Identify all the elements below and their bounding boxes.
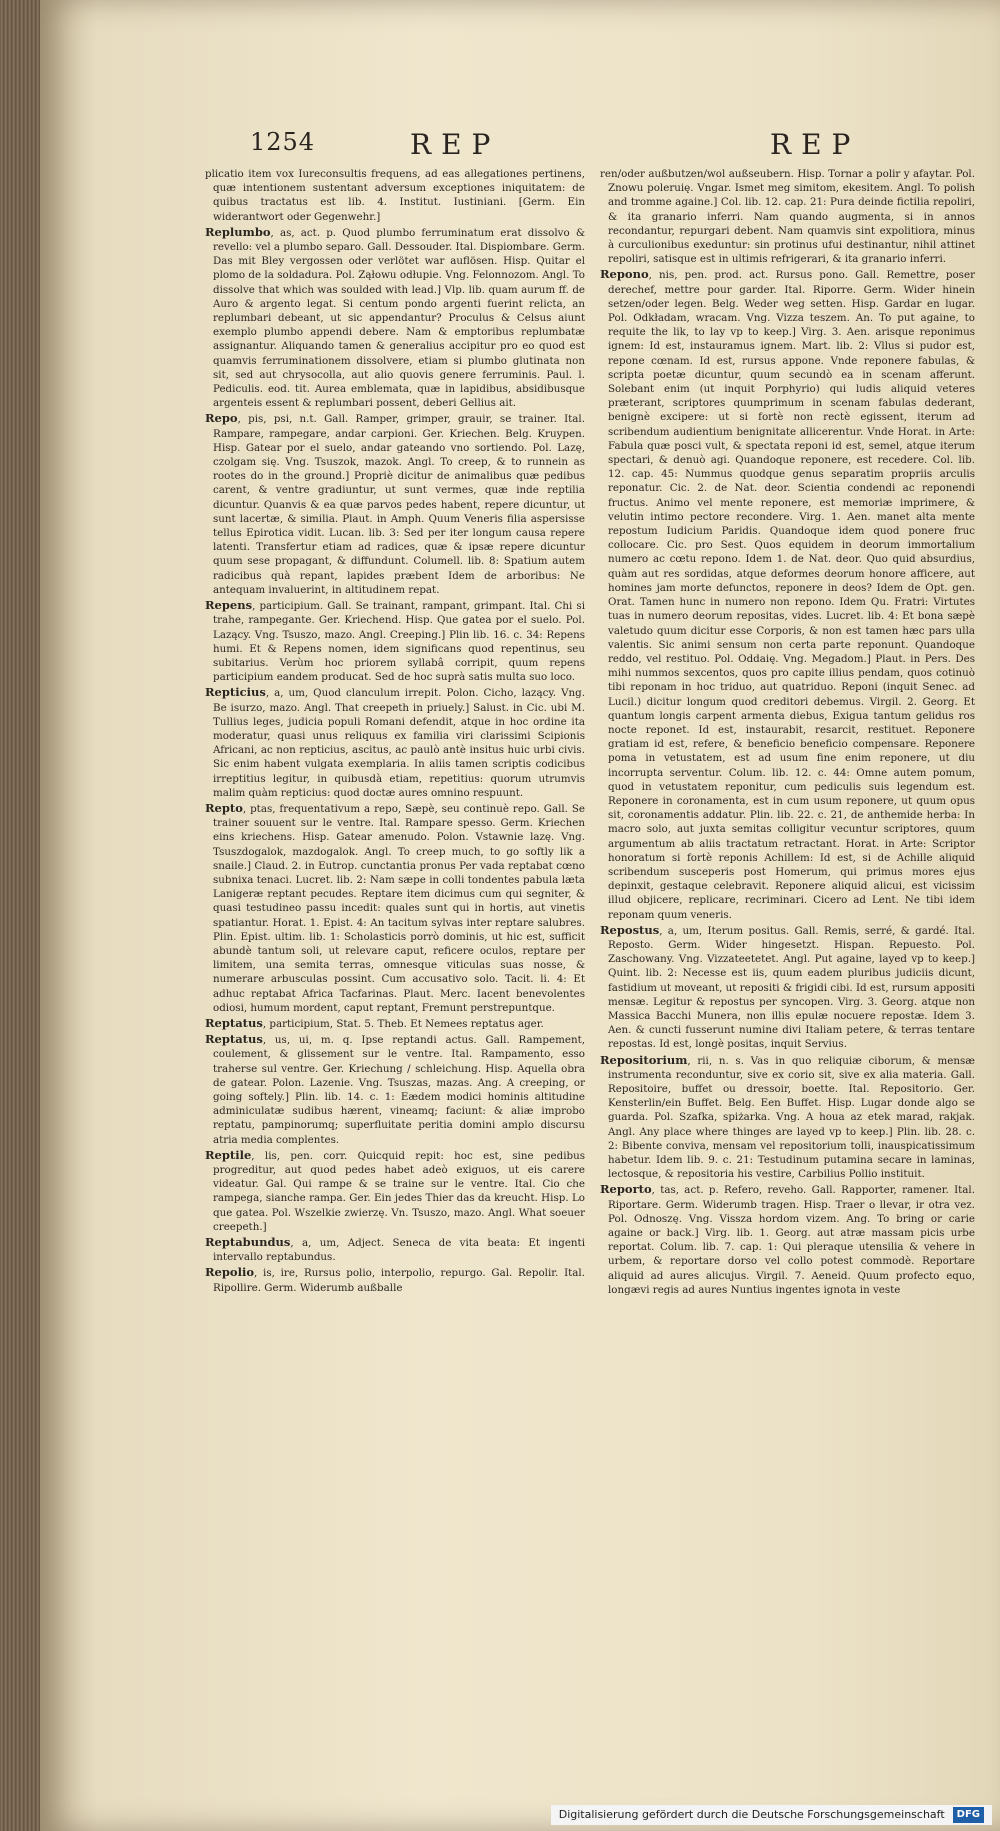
entry-lemma: Reptatus xyxy=(205,1015,263,1030)
entry-body: , participium. Gall. Se trainant, rampant, grimpant. Ital. Chi si trahe, rampegante. Ger. Kriechend. Hisp. Que gatea por el suelo. Pol. Lazący. Vng. Tsuszo, mazo. Angl. Creeping.] Plin lib. 16. c. 34: Repens humi. Et & Repens nomen, idem significans quod repentinus, seu subitarius. Verùm hoc priorem syllabâ corripit, quum repens participium eandem producat. Sed de hoc suprà satis multa suo loco. xyxy=(213,600,585,684)
entry-body: , a, um, Quod clanculum irrepit. Polon. Cicho, lazący. Vng. Be isurzo, mazo. Angl. That creepeth in priuely.] Salust. in Cic. ubi M. Tullius leges, judicia populi Romani defendit, atque in hoc ordine ita moderatur, quasi unus reliquus ex familia viri clarissimi Scipionis Africani, ac non repticius, ascitus, ac paulò antè insitus huic urbi civis. Sic enim habent vulgata exemplaria. In aliis tamen scriptis codicibus irreptitius legitur, in quibusdà etiam, repetitius: quorum utrumvis malim quàm repticius: quod doctæ aures omnino respuunt. xyxy=(213,687,585,799)
entry-lemma: Repens xyxy=(205,598,253,613)
entry-body: , participium, Stat. 5. Theb. Et Nemees reptatus ager. xyxy=(262,1017,544,1030)
dictionary-entry xyxy=(205,1235,585,1264)
entry-body: , us, ui, m. q. Ipse reptandi actus. Gall. Rampement, coulement, & glissement sur le ventre. Ital. Rampamento, esso traherse sul ventre. Ger. Kriechung / schleichung. Hisp. Aquella obra de gatear. Polon. Lazenie. Vng. Tsuszas, mazas. Ang. A creeping, or going softely.] Plin. lib. 14. c. 1: Eædem modici hominis altitudine adminiculatæ sudibus hærent, vineamq; faciunt: & aliæ improbo reptatu, pampinorumq; superfluitate peritia domini amplo discursu atria media complentes. xyxy=(213,1034,585,1146)
entry-lemma: Reporto xyxy=(600,1182,652,1197)
entry-lemma: Repono xyxy=(600,267,649,282)
right-column xyxy=(600,166,975,1298)
entry-body: ren/oder außbutzen/wol außseubern. Hisp. Tornar a polir y afaytar. Pol. Znowu poleruię. Vngar. Ismet meg simitom, ekesitem. Angl. To polish and tromme againe.] Col. lib. 12. cap. 21: Pura deinde fictilia repoliri, & ita granario inferri. Nam quando augmenta, si in annos recondantur, repurgari debent. Nam quamvis sint expolitiora, minus à curculionibus exeduntur: sin protinus ufui destinantur, nihil attinet repoliri, satisque est in ultimis refrigerari, & ita granario inferri. xyxy=(600,168,975,266)
entry-lemma: Replumbo xyxy=(205,224,271,239)
entry-body: plicatio item vox Iureconsultis frequens, ad eas allegationes pertinens, quæ intentionem sustentant adversum exceptiones iniquitatem: de quibus tractatus est lib. 4. Institut. Iustiniani. [Germ. Ein widerantwort oder Gegenwehr.] xyxy=(205,168,585,223)
entry-body: , tas, act. p. Refero, reveho. Gall. Rapporter, ramener. Ital. Riportare. Germ. Widerumb tragen. Hisp. Traer o llevar, ir otra vez. Pol. Odnoszę. Vng. Vissza hordom vizem. Ang. To bring or carie againe or back.] Virg. lib. 1. Georg. aut atræ massam picis urbe reportat. Colum. lib. 7. cap. 1: Qui pleraque utensilia & vehere in urbem, & reportare dorso vel collo potest commodè. Reportare aliquid ad aures alicujus. Virgil. 7. Aeneid. Quum profecto equo, longævi regis ad aures Nuntius ingentes ignota in veste xyxy=(608,1184,975,1296)
entry-lemma: Repo xyxy=(205,411,238,426)
entry-lemma: Repto xyxy=(205,800,243,815)
entry-body: , rii, n. s. Vas in quo reliquiæ ciborum, & mensæ instrumenta reconduntur, sive ex corio sit, sive ex alia materia. Gall. Repositoire, buffet ou dressoir, boette. Ital. Repositorio. Ger. Kensterlin/ein Buffet. Belg. Een Buffet. Hisp. Lugar donde algo se guarda. Pol. Szafka, spiżarka. Vng. A houa az etek marad, rakjak. Angl. Any place where thinges are layed vp to keep.] Plin. lib. 28. c. 2: Bibente conviva, mensam vel repositorium tolli, inauspicatissimum habetur. Idem lib. 9. c. 21: Testudinum putamina secare in laminas, lectosque, & repositoria his vestire, Carbilius Pollio instituit. xyxy=(608,1054,975,1181)
dictionary-entry xyxy=(205,598,585,684)
entry-lemma: Reptabundus xyxy=(205,1235,291,1250)
entry-body: , a, um, Adject. Seneca de vita beata: Et ingenti intervallo reptabundus. xyxy=(213,1237,585,1264)
dictionary-entry xyxy=(600,1182,975,1297)
dictionary-entry xyxy=(205,166,585,224)
dictionary-entry xyxy=(205,801,585,1015)
entry-body: , a, um, Iterum positus. Gall. Remis, serré, & gardé. Ital. Reposto. Germ. Wider hingesetzt. Hispan. Repuesto. Pol. Zaschowany. Vng. Vizzateetetet. Angl. Put againe, layed vp to keep.] Quint. lib. 2: Necesse est iis, quum eadem pluribus judiciis dicunt, fastidium ut moveant, ut repositi & frigidi cibi. Id est, rursum appositi mensæ. Legitur & repostus per syncopen. Virg. 3. Georg. atque non Massica Bacchi Munera, non illis epulæ nocuere repostæ. Idem 3. Aen. & cuncti fusserunt numine divi Italiam petere, & terras tentare repostas. Id est, longè positas, inquit Servius. xyxy=(608,924,975,1051)
dictionary-entry xyxy=(600,267,975,921)
entry-lemma: Repostus xyxy=(600,922,660,937)
dictionary-entry xyxy=(205,1148,585,1234)
entry-body: , pis, psi, n.t. Gall. Ramper, grimper, grauir, se trainer. Ital. Rampare, rampegare, andar carpioni. Ger. Kriechen. Belg. Kruypen. Hisp. Gatear por el suelo, andar gateando vno sortiendo. Pol. Lazę, czolgam się. Vng. Tsuszok, mazok. Angl. To creep, & to runnein as rootes do in the ground.] Propriè dicitur de animalibus quæ pedibus carent, & ventre gradiuntur, ut sunt vermes, quæ inde reptilia dicuntur. Quanvis & ea quæ parvos pedes habent, repere dicuntur, ut sunt lacertæ, & similia. Plaut. in Amph. Quum Veneris filia aspersisse tellus Epirotica vidit. Lucan. lib. 3: Sed per iter longum causa repere latenti. Transfertur etiam ad radices, quæ & ipsæ repere dicuntur quum sese propagant, & diffundunt. Columell. lib. 8: Spatium autem radicibus quà repant, lapides præbent Idem de arboribus: Ne antequam invaluerint, in altitudinem repat. xyxy=(213,413,585,596)
running-head-right: REP xyxy=(770,128,861,161)
entry-lemma: Repticius xyxy=(205,685,266,700)
book-spine xyxy=(0,0,40,1831)
dictionary-entry xyxy=(205,225,585,411)
dictionary-entry xyxy=(205,1016,585,1031)
credit-text: Digitalisierung gefördert durch die Deutsche Forschungsgemeinschaft xyxy=(558,1808,945,1821)
dfg-logo: DFG xyxy=(953,1807,984,1823)
entry-lemma: Reptile xyxy=(205,1147,252,1162)
dictionary-entry xyxy=(205,411,585,597)
digitization-credit xyxy=(551,1805,992,1825)
dictionary-entry xyxy=(205,1032,585,1147)
entry-body: , ptas, frequentativum a repo, Sæpè, seu continuè repo. Gall. Se trainer souuent sur le ventre. Ital. Rampare spesso. Germ. Kriechen eins kriechens. Hisp. Gatear amenudo. Polon. Vstawnie lazę. Vng. Tsuszdogalok, mazdogalok. Angl. To creep much, to go softly lik a snaile.] Claud. 2. in Eutrop. cunctantia pronus Per vada reptabat cœno subnixa tenaci. Lucret. lib. 2: Nam sæpe in colli tondentes pabula læta Lanigeræ reptant pecudes. Reptare item dicimus cum qui segniter, & quasi testudineo passu incedit: quales sunt qui in hortis, aut vinetis spatiantur. Horat. 1. Epist. 4: An tacitum sylvas inter reptare salubres. Plin. Epist. ultim. lib. 1: Scholasticis porrò dominis, ut hic est, sufficit abundè tantum soli, ut relevare caput, reficere oculos, reptare per limitem, una semita terras, omnesque viticulas suas nosse, & numerare arbusculas possint. Cum accusativo solo. Tacit. li. 4: Et adhuc reptabat Africa Tacfarinas. Plaut. Merc. Iacent benevolentes odiosi, humum mordent, caput reptant, Fremunt perstrepuntque. xyxy=(213,802,585,1014)
page-header xyxy=(210,128,1000,168)
dictionary-entry xyxy=(205,1265,585,1294)
entry-lemma: Repolio xyxy=(205,1265,254,1280)
entry-lemma: Repositorium xyxy=(600,1052,688,1067)
left-column xyxy=(205,166,585,1296)
running-head-left: REP xyxy=(410,128,501,161)
entry-lemma: Reptatus xyxy=(205,1032,263,1047)
page-number: 1254 xyxy=(250,128,316,156)
entry-body: , is, ire, Rursus polio, interpolio, repurgo. Gal. Repolir. Ital. Ripollire. Germ. Widerumb außballe xyxy=(213,1267,585,1294)
entry-body: , lis, pen. corr. Quicquid repit: hoc est, sine pedibus progreditur, aut quod pedes habet adeò exiguos, ut eis carere videatur. Gal. Qui rampe & se traine sur le ventre. Ital. Cio che rampega, sianche rampa. Ger. Ein jedes Thier das da kreucht. Hisp. Lo que gatea. Pol. Wszelkie zwierzę. Vn. Tsuszo, mazo. Angl. What soeuer creepeth.] xyxy=(213,1149,585,1233)
entry-body: , as, act. p. Quod plumbo ferruminatum erat dissolvo & revello: vel a plumbo separo. Gall. Dessouder. Ital. Dispiombare. Germ. Das mit Bley vergossen oder verlötet war auflösen. Hisp. Quitar el plomo de la soldadura. Pol. Ząłowu odłupie. Vng. Felonnozom. Angl. To dissolve that which was soulded with lead.] Vlp. lib. quam aurum ff. de Auro & argento legat. Si centum pondo argenti fuerint relicta, an replumbari debeant, ut sic appendantur? Proculus & Celsus aiunt exemplo plumbo appendi debere. Nam & emptoribus replumbatæ assignantur. Aliquando tamen & generalius accipitur pro eo quod est quamvis ferruminationem dissolvere, etiam si plumbo glutinata non sit, sed aut chrysocolla, aut alio quovis genere ferruminis. Paul. l. Pediculis. eod. tit. Aurea emblemata, quæ in lapidibus, absidibusque argenteis essent & replumbari possent, deberi Gellius ait. xyxy=(213,226,585,410)
dictionary-entry xyxy=(205,685,585,800)
dictionary-entry xyxy=(600,166,975,266)
dictionary-entry xyxy=(600,1053,975,1182)
dictionary-entry xyxy=(600,923,975,1052)
entry-body: , nis, pen. prod. act. Rursus pono. Gall. Remettre, poser derechef, mettre pour garder. Ital. Riporre. Germ. Wider hinein setzen/oder legen. Belg. Weder weg setten. Hisp. Gardar en lugar. Pol. Odkładam, wracam. Vng. Vizza teszem. An. To put againe, to requite the lik, to lay vp to keep.] Virg. 3. Aen. arisque reponimus ignem: Id est, instauramus ignem. Mart. lib. 2: Vllus si pudor est, repone cœnam. Id est, rursus appone. Vnde reponere fabulas, & scripta poetæ dicuntur, quum secundò ea in scenam afferunt. Solebant enim (ut inquit Porphyrio) qui ludis aliquid veteres præterant, scriptores quumprimum in scenam fabulas dederant, benignè excipere: ut si fortè non rectè egissent, iterum ad scribendum audientium benignitate allicerentur. Vnde Horat. in Arte: Fabula quæ posci vult, & spectata reponi id est, semel, atque iterum spectari, & denuò agi. Quandoque reponere, est recedere. Col. lib. 12. cap. 45: Nummus quodque genus separatim propriis arculis reponatur. Cic. 2. de Nat. deor. Scientia condendi ac reponendi fructus. Animo vel mente reponere, est memoriæ imprimere, & velutin intimo pectore recondere. Virg. 1. Aen. manet alta mente repostum Iudicium Paridis. Quandoque idem quod ponere fruc collocare. Cic. pro Sest. Quos equidem in deorum immortalium numero ac cœtu repono. Idem 1. de Nat. deor. Quo quid absurdius, quàm aut res sordidas, atque deformes deorum honore afficere, aut homines jam morte defunctos, reponere in deos? Idem de Opt. gen. Orat. Tamen hunc in numero non repono. Idem Qu. Fratri: Virtutes tuas in numero deorum repositas, vides. Lucret. lib. 4: Et bona sæpè valetudo quum dicitur esse Corporis, & non est tamen hæc pars ulla valentis. Sic animi sensum non certa parte reponunt. Quandoque reddo, vel restituo. Pol. Oddaię. Vng. Megadom.] Plaut. in Pers. Des mihi nummos sexcentos, quos pro capite illius pendam, quos cotinuò tibi reponam in hoc triduo, aut quatriduo. Reponi (inquit Senec. ad Lucil.) dicitur longum quod creditori debemus. Virgil. 2. Georg. Et quantum longis carpent armenta diebus, Exigua tantum gelidus ros nocte reponet. Id est, instaurabit, resarcit, restituet. Reponere gratiam id est, refere, & beneficio beneficio compensare. Reponere poma in vetustatem, est ad usum fine enim reponere, ut diu incorrupta serventur. Colum. lib. 12. c. 44: Omne autem pomum, quod in vetustatem reponitur, cum pediculis suis legendum est. Reponere in coronamenta, est in cum usum reponere, ut quum opus sit, coronamentis addatur. Plin. lib. 22. c. 21, de anthemide herba: In macro solo, aut juxta semitas colligitur vecuntur scriptores, quum argumentum ab aliis tractatum retractant. Horat. in Arte: Scriptor honoratum si fortè reponis Achillem: Id est, si de Achille aliquid scribendum susceperis post Homerum, qui primus mores ejus depinxit, gestaque celebravit. Reponere aliquid alicui, est vicissim illud objicere, replicare, recriminari. Cicero ad Lent. Ne tibi idem reponam quum veneris. xyxy=(608,269,975,921)
